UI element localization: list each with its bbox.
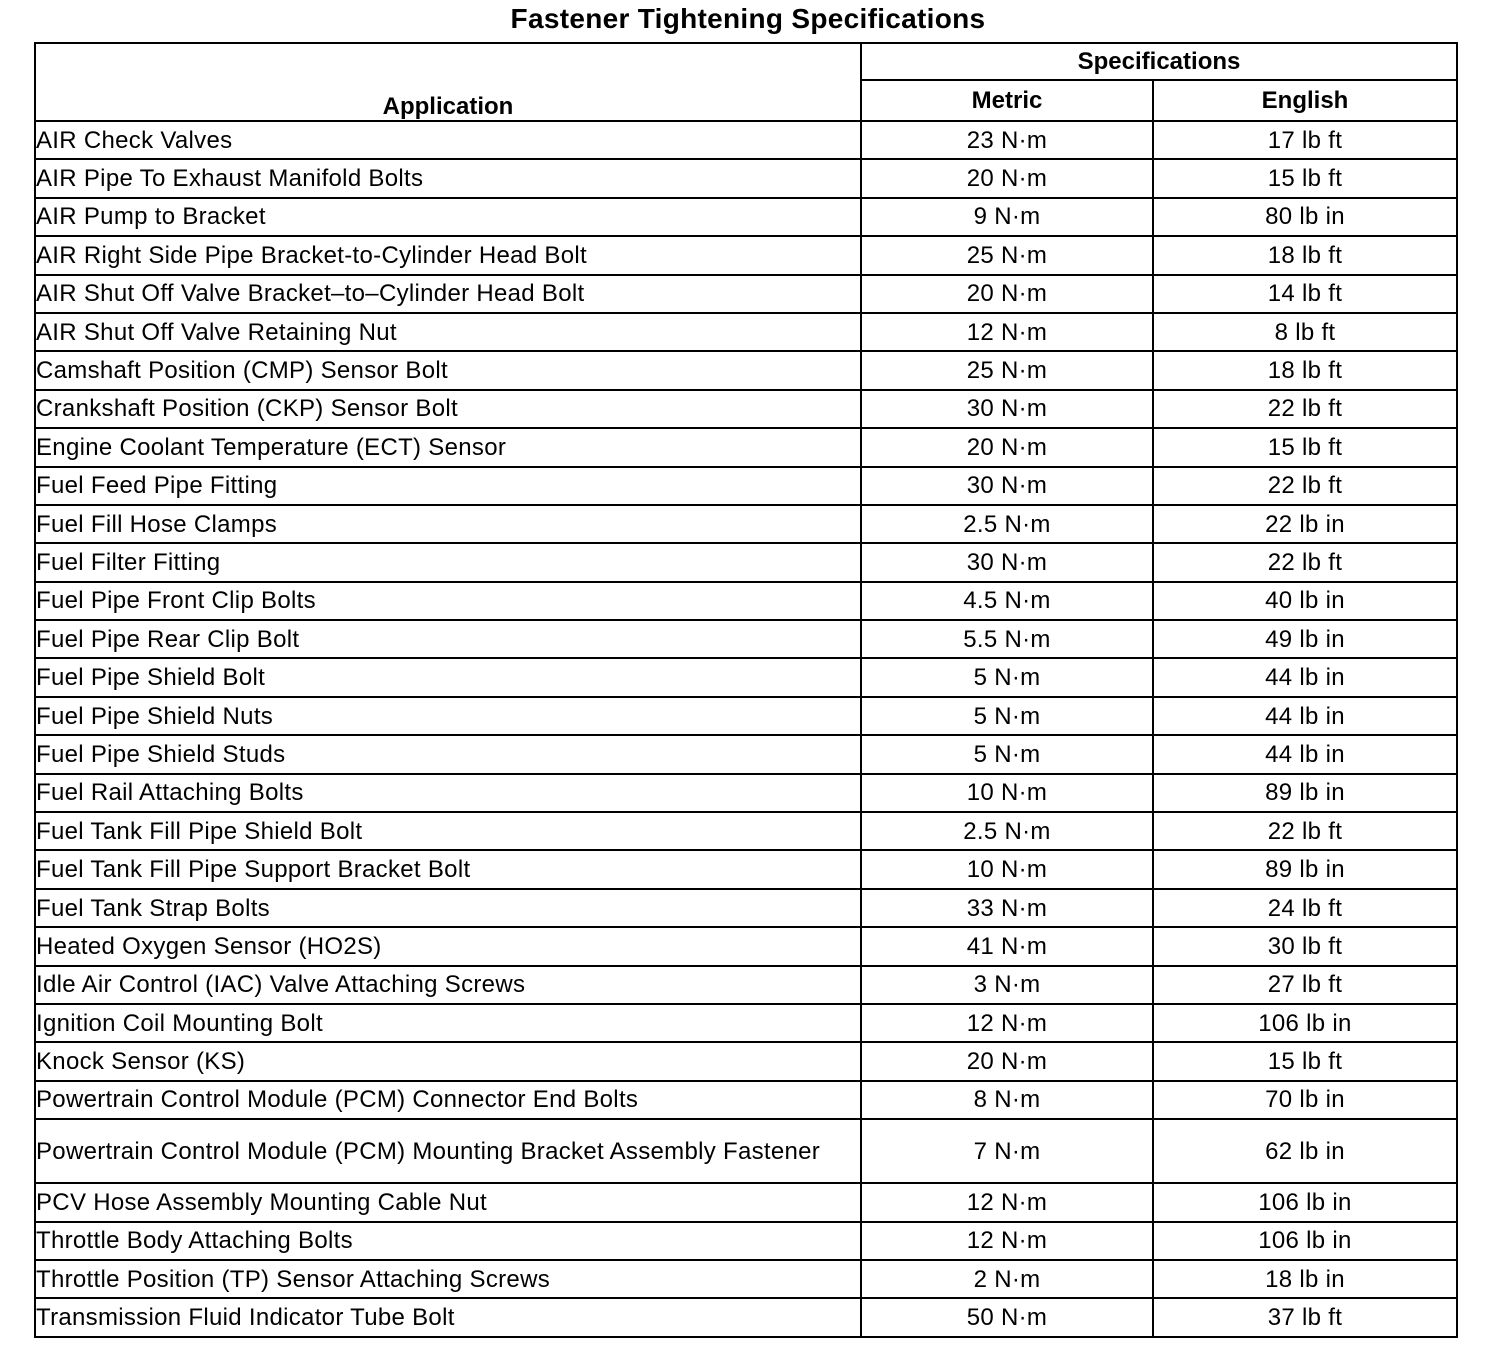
metric-cell: 30 N·m: [861, 390, 1153, 428]
metric-cell: 5 N·m: [861, 735, 1153, 773]
english-cell: 27 lb ft: [1153, 966, 1457, 1004]
column-header-specifications: Specifications: [861, 43, 1457, 80]
table-row: [35, 697, 1457, 735]
english-cell: 49 lb in: [1153, 620, 1457, 658]
application-cell: Fuel Pipe Rear Clip Bolt: [35, 620, 861, 658]
table-row: [35, 812, 1457, 850]
metric-cell: 12 N·m: [861, 1004, 1153, 1042]
table-row: [35, 159, 1457, 197]
table-row: [35, 735, 1457, 773]
application-cell: Fuel Fill Hose Clamps: [35, 505, 861, 543]
application-cell: Powertrain Control Module (PCM) Mounting Bracket Assembly Fastener: [35, 1119, 861, 1183]
table-row: [35, 543, 1457, 581]
english-cell: 62 lb in: [1153, 1119, 1457, 1183]
english-cell: 18 lb in: [1153, 1260, 1457, 1298]
english-cell: 37 lb ft: [1153, 1298, 1457, 1336]
english-cell: 89 lb in: [1153, 774, 1457, 812]
table-row: [35, 1298, 1457, 1336]
table-row: [35, 275, 1457, 313]
table-row: [35, 1119, 1457, 1183]
metric-cell: 20 N·m: [861, 275, 1153, 313]
table-row: [35, 236, 1457, 274]
metric-cell: 5.5 N·m: [861, 620, 1153, 658]
english-cell: 14 lb ft: [1153, 275, 1457, 313]
application-cell: Fuel Tank Strap Bolts: [35, 889, 861, 927]
column-header-metric: Metric: [861, 80, 1153, 121]
table-row: [35, 966, 1457, 1004]
english-cell: 106 lb in: [1153, 1004, 1457, 1042]
english-cell: 44 lb in: [1153, 697, 1457, 735]
table-row: [35, 620, 1457, 658]
metric-cell: 23 N·m: [861, 121, 1153, 159]
table-body: [35, 121, 1457, 1337]
application-cell: Fuel Pipe Front Clip Bolts: [35, 582, 861, 620]
english-cell: 106 lb in: [1153, 1222, 1457, 1260]
metric-cell: 20 N·m: [861, 1042, 1153, 1080]
metric-cell: 20 N·m: [861, 159, 1153, 197]
table-row: [35, 351, 1457, 389]
english-cell: 22 lb ft: [1153, 543, 1457, 581]
english-cell: 106 lb in: [1153, 1183, 1457, 1221]
application-cell: Heated Oxygen Sensor (HO2S): [35, 927, 861, 965]
metric-cell: 9 N·m: [861, 198, 1153, 236]
table-row: [35, 1222, 1457, 1260]
metric-cell: 7 N·m: [861, 1119, 1153, 1183]
metric-cell: 8 N·m: [861, 1081, 1153, 1119]
application-cell: Fuel Tank Fill Pipe Support Bracket Bolt: [35, 850, 861, 888]
application-cell: Engine Coolant Temperature (ECT) Sensor: [35, 428, 861, 466]
application-cell: Fuel Rail Attaching Bolts: [35, 774, 861, 812]
column-header-application: Application: [35, 43, 861, 121]
application-cell: AIR Pipe To Exhaust Manifold Bolts: [35, 159, 861, 197]
table-row: [35, 121, 1457, 159]
english-cell: 17 lb ft: [1153, 121, 1457, 159]
metric-cell: 30 N·m: [861, 543, 1153, 581]
metric-cell: 2.5 N·m: [861, 812, 1153, 850]
english-cell: 89 lb in: [1153, 850, 1457, 888]
application-cell: Camshaft Position (CMP) Sensor Bolt: [35, 351, 861, 389]
metric-cell: 5 N·m: [861, 658, 1153, 696]
english-cell: 70 lb in: [1153, 1081, 1457, 1119]
english-cell: 22 lb ft: [1153, 390, 1457, 428]
application-cell: Fuel Pipe Shield Bolt: [35, 658, 861, 696]
metric-cell: 2 N·m: [861, 1260, 1153, 1298]
application-cell: Idle Air Control (IAC) Valve Attaching Screws: [35, 966, 861, 1004]
column-header-english: English: [1153, 80, 1457, 121]
application-cell: Transmission Fluid Indicator Tube Bolt: [35, 1298, 861, 1336]
table-row: [35, 658, 1457, 696]
table-row: [35, 889, 1457, 927]
english-cell: 18 lb ft: [1153, 351, 1457, 389]
english-cell: 80 lb in: [1153, 198, 1457, 236]
table-row: [35, 1183, 1457, 1221]
metric-cell: 41 N·m: [861, 927, 1153, 965]
english-cell: 30 lb ft: [1153, 927, 1457, 965]
table-row: [35, 1260, 1457, 1298]
english-cell: 22 lb ft: [1153, 467, 1457, 505]
metric-cell: 2.5 N·m: [861, 505, 1153, 543]
table-row: [35, 390, 1457, 428]
metric-cell: 20 N·m: [861, 428, 1153, 466]
application-cell: Powertrain Control Module (PCM) Connector End Bolts: [35, 1081, 861, 1119]
table-row: [35, 1042, 1457, 1080]
application-cell: PCV Hose Assembly Mounting Cable Nut: [35, 1183, 861, 1221]
metric-cell: 10 N·m: [861, 850, 1153, 888]
application-cell: Throttle Body Attaching Bolts: [35, 1222, 861, 1260]
metric-cell: 10 N·m: [861, 774, 1153, 812]
table-row: [35, 198, 1457, 236]
metric-cell: 3 N·m: [861, 966, 1153, 1004]
page-title: Fastener Tightening Specifications: [510, 3, 986, 34]
application-cell: Fuel Tank Fill Pipe Shield Bolt: [35, 812, 861, 850]
application-cell: AIR Shut Off Valve Bracket–to–Cylinder Head Bolt: [35, 275, 861, 313]
metric-cell: 50 N·m: [861, 1298, 1153, 1336]
english-cell: 24 lb ft: [1153, 889, 1457, 927]
application-cell: Fuel Pipe Shield Nuts: [35, 697, 861, 735]
metric-cell: 12 N·m: [861, 313, 1153, 351]
application-cell: Throttle Position (TP) Sensor Attaching Screws: [35, 1260, 861, 1298]
table-row: [35, 850, 1457, 888]
table-row: [35, 582, 1457, 620]
application-cell: Fuel Pipe Shield Studs: [35, 735, 861, 773]
metric-cell: 33 N·m: [861, 889, 1153, 927]
english-cell: 44 lb in: [1153, 735, 1457, 773]
english-cell: 15 lb ft: [1153, 428, 1457, 466]
table-row: [35, 467, 1457, 505]
table-row: [35, 1004, 1457, 1042]
fastener-spec-table: [34, 42, 1458, 1338]
application-cell: Crankshaft Position (CKP) Sensor Bolt: [35, 390, 861, 428]
table-row: [35, 428, 1457, 466]
table-header: [35, 43, 1457, 121]
table-row: [35, 774, 1457, 812]
application-cell: AIR Right Side Pipe Bracket-to-Cylinder Head Bolt: [35, 236, 861, 274]
table-row: [35, 927, 1457, 965]
metric-cell: 5 N·m: [861, 697, 1153, 735]
table-row: [35, 1081, 1457, 1119]
english-cell: 15 lb ft: [1153, 1042, 1457, 1080]
english-cell: 18 lb ft: [1153, 236, 1457, 274]
application-cell: Knock Sensor (KS): [35, 1042, 861, 1080]
application-cell: AIR Pump to Bracket: [35, 198, 861, 236]
application-cell: AIR Check Valves: [35, 121, 861, 159]
metric-cell: 12 N·m: [861, 1183, 1153, 1221]
metric-cell: 12 N·m: [861, 1222, 1153, 1260]
application-cell: AIR Shut Off Valve Retaining Nut: [35, 313, 861, 351]
metric-cell: 4.5 N·m: [861, 582, 1153, 620]
english-cell: 40 lb in: [1153, 582, 1457, 620]
metric-cell: 25 N·m: [861, 351, 1153, 389]
english-cell: 44 lb in: [1153, 658, 1457, 696]
table-row: [35, 313, 1457, 351]
table-row: [35, 505, 1457, 543]
metric-cell: 25 N·m: [861, 236, 1153, 274]
english-cell: 8 lb ft: [1153, 313, 1457, 351]
english-cell: 15 lb ft: [1153, 159, 1457, 197]
application-cell: Ignition Coil Mounting Bolt: [35, 1004, 861, 1042]
metric-cell: 30 N·m: [861, 467, 1153, 505]
application-cell: Fuel Feed Pipe Fitting: [35, 467, 861, 505]
english-cell: 22 lb in: [1153, 505, 1457, 543]
application-cell: Fuel Filter Fitting: [35, 543, 861, 581]
english-cell: 22 lb ft: [1153, 812, 1457, 850]
